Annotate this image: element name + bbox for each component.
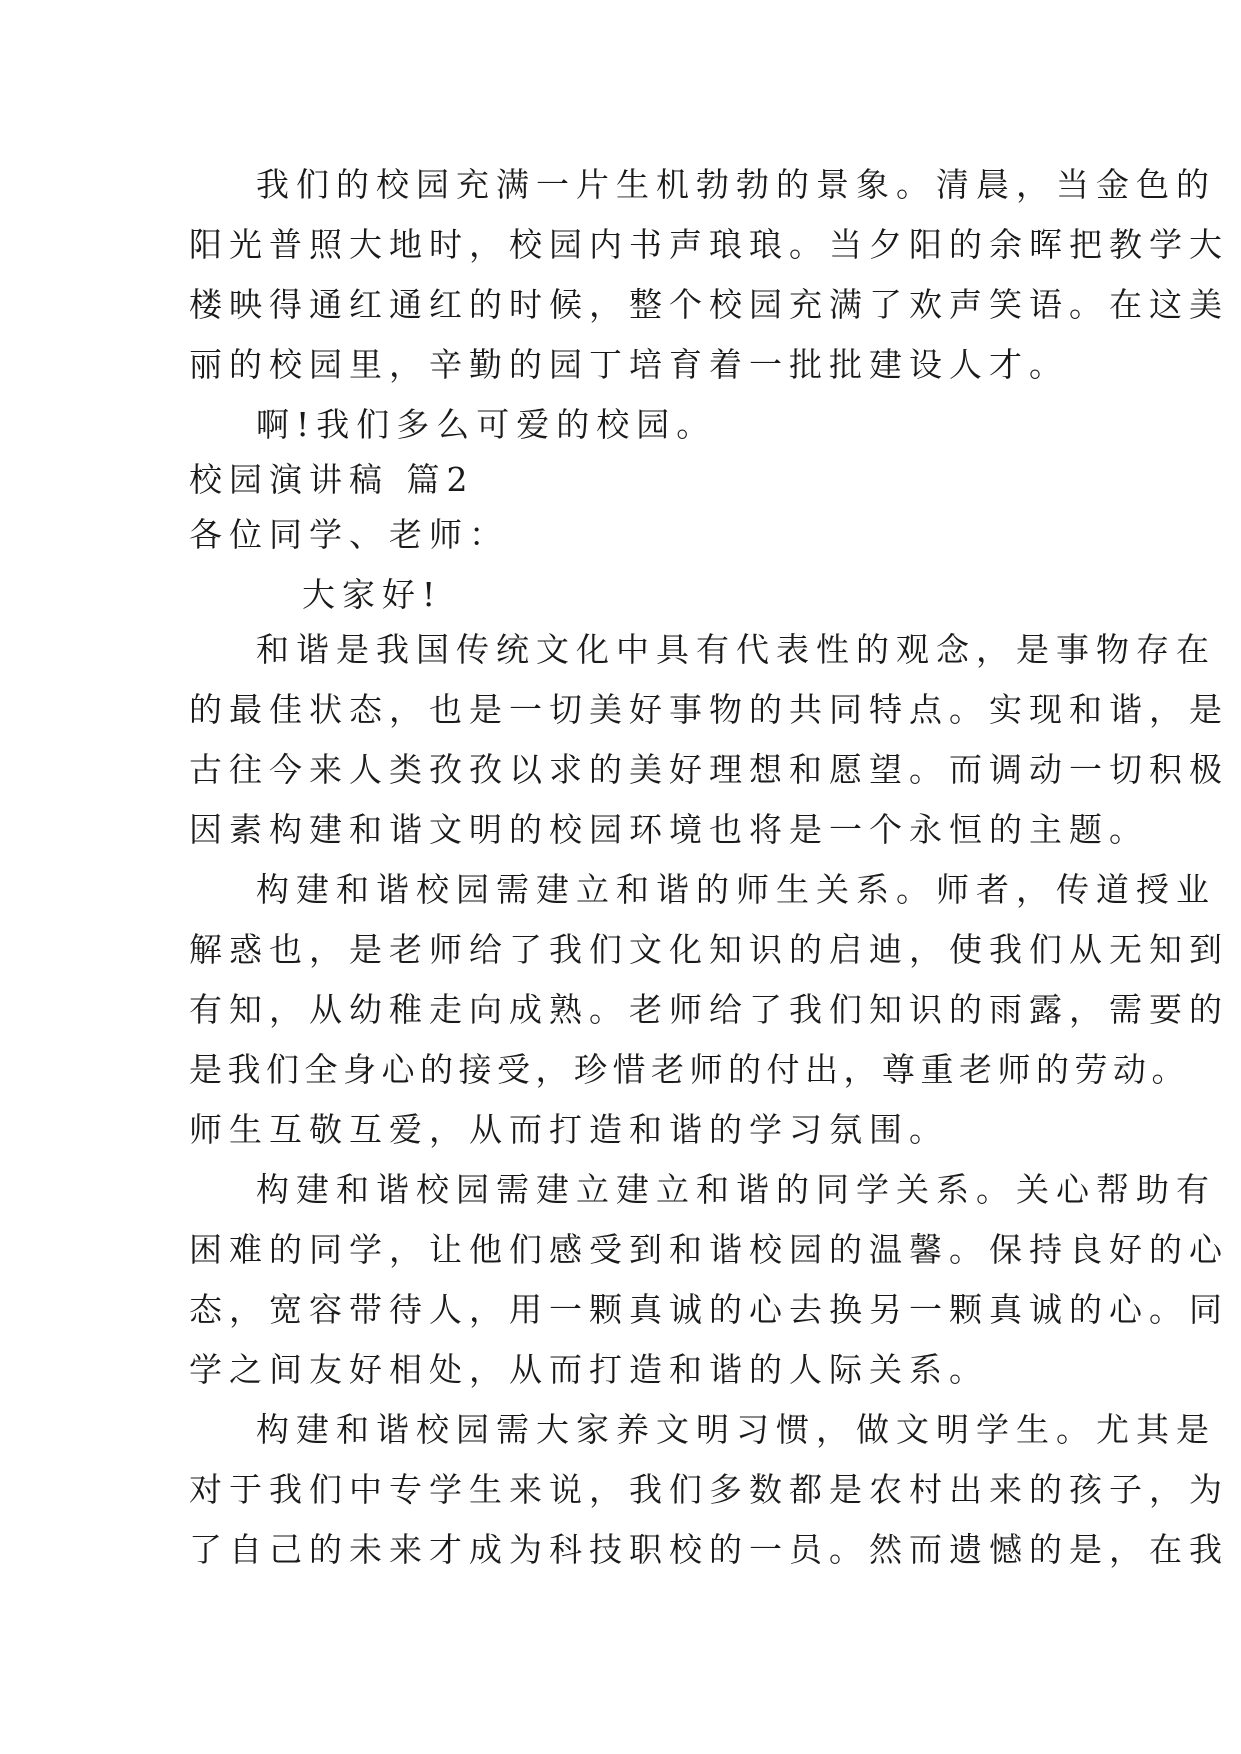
paragraph-line: 是我们全身心的接受，珍惜老师的付出，尊重老师的劳动。 [189,1050,1190,1089]
paragraph-line: 丽的校园里，辛勤的园丁培育着一批批建设人才。 [189,345,1069,384]
paragraph-line: 楼映得通红通红的时候，整个校园充满了欢声笑语。在这美 [189,285,1229,324]
paragraph-line: 啊!我们多么可爱的校园。 [256,405,717,444]
paragraph-line: 因素构建和谐文明的校园环境也将是一个永恒的主题。 [189,810,1149,849]
paragraph-line: 古往今来人类孜孜以求的美好理想和愿望。而调动一切积极 [189,750,1229,789]
paragraph-line: 对于我们中专学生来说，我们多数都是农村出来的孩子，为 [189,1470,1229,1509]
salutation: 各位同学、老师： [189,515,509,554]
paragraph-line: 了自己的未来才成为科技职校的一员。然而遗憾的是，在我 [189,1530,1229,1569]
paragraph-line: 阳光普照大地时，校园内书声琅琅。当夕阳的余晖把教学大 [189,225,1229,264]
paragraph-line: 困难的同学，让他们感受到和谐校园的温馨。保持良好的心 [189,1230,1229,1269]
paragraph-line: 构建和谐校园需建立和谐的师生关系。师者，传道授业 [256,870,1216,909]
paragraph-line: 的最佳状态，也是一切美好事物的共同特点。实现和谐，是 [189,690,1229,729]
paragraph-line: 我们的校园充满一片生机勃勃的景象。清晨，当金色的 [256,165,1216,204]
paragraph-line: 有知，从幼稚走向成熟。老师给了我们知识的雨露，需要的 [189,990,1229,1029]
paragraph-line: 学之间友好相处，从而打造和谐的人际关系。 [189,1350,989,1389]
paragraph-line: 态，宽容带待人，用一颗真诚的心去换另一颗真诚的心。同 [189,1290,1229,1329]
paragraph-line: 师生互敬互爱，从而打造和谐的学习氛围。 [189,1110,949,1149]
paragraph-line: 构建和谐校园需建立建立和谐的同学关系。关心帮助有 [256,1170,1216,1209]
greeting: 大家好! [302,575,443,614]
paragraph-line: 构建和谐校园需大家养文明习惯，做文明学生。尤其是 [256,1410,1216,1449]
paragraph-line: 解惑也，是老师给了我们文化知识的启迪，使我们从无知到 [189,930,1229,969]
paragraph-line: 和谐是我国传统文化中具有代表性的观念，是事物存在 [256,630,1216,669]
section-heading: 校园演讲稿 篇2 [189,460,475,499]
